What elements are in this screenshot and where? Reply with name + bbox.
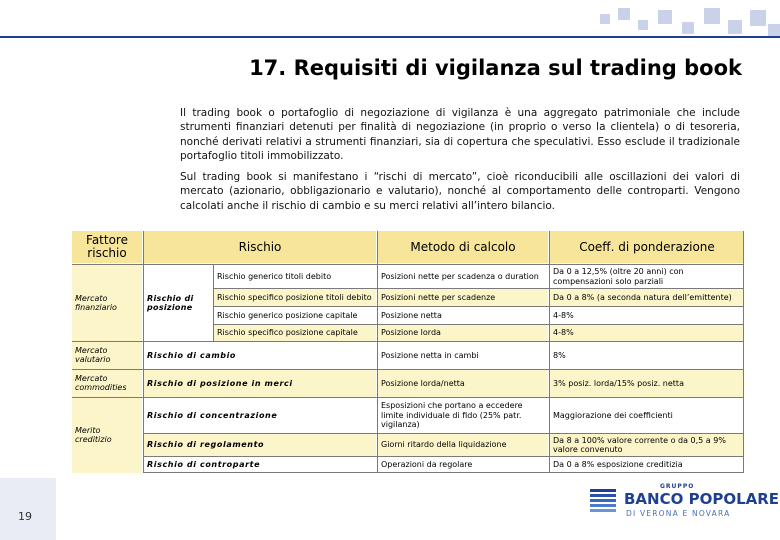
row-metodo: Posizione lorda [378, 325, 548, 341]
row-metodo: Posizione netta in cambi [378, 342, 548, 369]
table-divider [213, 265, 214, 341]
row-metodo: Posizione lorda/netta [378, 370, 548, 397]
group-mercato-valutario: Mercato valutario [72, 341, 142, 369]
row-rischio: Rischio di regolamento [144, 434, 376, 456]
table-divider [214, 324, 744, 325]
table-divider [214, 288, 744, 289]
row-metodo: Posizioni nette per scadenza o duration [378, 265, 548, 288]
row-rischio: Rischio generico titoli debito [214, 265, 376, 288]
row-coeff: 8% [550, 342, 744, 369]
page-number: 19 [18, 510, 32, 523]
row-metodo: Posizioni nette per scadenze [378, 289, 548, 306]
table-divider [143, 231, 144, 473]
risk-table [72, 231, 744, 473]
row-metodo: Operazioni da regolare [378, 457, 548, 473]
logo-gruppo-text: GRUPPO [660, 483, 695, 490]
row-rischio: Rischio generico posizione capitale [214, 307, 376, 324]
row-coeff: 4-8% [550, 325, 744, 341]
logo-sub-text: DI VERONA E NOVARA [626, 509, 731, 518]
risks-paragraph: Sul trading book si manifestano i “rischi di mercato”, cioè riconducibili alle oscillazioni dei valori di mercato (azionario, obbligazionario e valutario), nonché al comportamento delle controparti. Vengono calcolati anche il rischio di cambio e su merci relativi all’intero bilancio. [180, 171, 740, 212]
row-rischio: Rischio di posizione in merci [144, 370, 376, 397]
row-rischio: Rischio di cambio [144, 342, 376, 369]
group-mercato-commodities: Mercato commodities [72, 369, 142, 397]
header-coeff: Coeff. di ponderazione [550, 231, 744, 263]
header-rischio: Rischio [144, 231, 376, 263]
row-rischio: Rischio specifico posizione capitale [214, 325, 376, 341]
row-coeff: 3% posiz. lorda/15% posiz. netta [550, 370, 744, 397]
table-divider [144, 472, 744, 473]
table-divider [72, 264, 744, 265]
row-coeff: Da 0 a 8% esposizione creditizia [550, 457, 744, 473]
table-divider [144, 433, 744, 434]
table-divider [549, 231, 550, 473]
header-metodo: Metodo di calcolo [378, 231, 548, 263]
banco-popolare-logo [588, 482, 780, 522]
header-rule [0, 36, 780, 38]
row-metodo: Giorni ritardo della liquidazione [378, 434, 548, 456]
table-divider [743, 231, 744, 473]
row-rischio: Rischio specifico posizione titoli debito [214, 289, 376, 306]
page-title: 17. Requisiti di vigilanza sul trading book [249, 56, 742, 80]
table-divider [377, 231, 378, 473]
table-divider [72, 369, 744, 370]
header-decoration [588, 6, 780, 38]
table-divider [214, 306, 744, 307]
footer-panel [0, 478, 56, 540]
row-coeff: Da 8 a 100% valore corrente o da 0,5 a 9% valore convenuto [550, 434, 744, 456]
intro-paragraph: Il trading book o portafoglio di negoziazione di vigilanza è una aggregato patrimoniale che include strumenti finanziari detenuti per finalità di negoziazione (in proprio o verso la clientela) o di tesoreria, nonché derivati relativi a strumenti finanziari, sia di copertura che speculativi. Esso esclude il tradizionale portafoglio titoli immobilizzato. [180, 107, 740, 162]
group-mercato-finanziario: Mercato finanziario [72, 265, 142, 341]
bank-logo-icon [588, 486, 618, 516]
group-rischio-posizione: Rischio di posizione [144, 265, 212, 341]
row-metodo: Esposizioni che portano a eccedere limite individuale di fido (25% patr. vigilanza) [378, 398, 548, 433]
table-divider [144, 456, 744, 457]
header-fattore: Fattore rischio [72, 231, 142, 263]
row-rischio: Rischio di concentrazione [144, 398, 376, 433]
group-merito-creditizio: Merito creditizio [72, 397, 142, 473]
row-coeff: Maggiorazione dei coefficienti [550, 398, 744, 433]
table-divider [72, 341, 744, 342]
row-coeff: Da 0 a 8% (a seconda natura dell’emittente) [550, 289, 744, 306]
row-coeff: Da 0 a 12,5% (oltre 20 anni) con compensazioni solo parziali [550, 265, 744, 288]
table-divider [72, 397, 744, 398]
row-rischio: Rischio di controparte [144, 457, 376, 473]
row-coeff: 4-8% [550, 307, 744, 324]
logo-name-text: BANCO POPOLARE [624, 490, 780, 508]
row-metodo: Posizione netta [378, 307, 548, 324]
